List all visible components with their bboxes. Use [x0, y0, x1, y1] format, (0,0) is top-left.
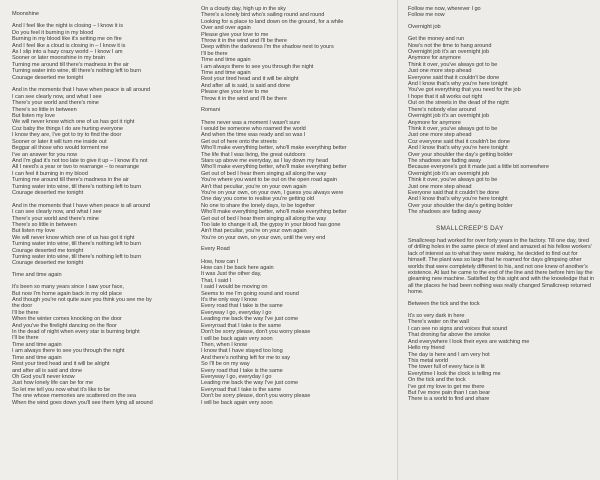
- lyric-line: Who'll make everything better, who'll make everything better: [201, 209, 347, 216]
- lyric-line: You're where you want to be out on the open road again: [201, 177, 337, 184]
- lyric-line: Courage deserted me tonight: [12, 189, 84, 196]
- between-tick-block: [408, 301, 594, 403]
- lyric-line: Beggar all those who would torment me: [12, 145, 109, 152]
- lyric-line: As I slip into a hazy crazy world – I know I am: [12, 49, 123, 56]
- lyric-line: There's your world and there's mine: [12, 100, 99, 107]
- lyric-line: Follow me now: [408, 12, 445, 19]
- lyric-line: It was Just the other day,: [201, 271, 262, 278]
- lyric-line: I'll be there: [12, 309, 39, 316]
- lyric-line: Turning water into wine, till there's nothing left to burn: [12, 68, 142, 75]
- lyric-line: I will be back again very soon: [201, 399, 273, 406]
- right-page: [398, 0, 600, 480]
- lyric-line: No one to share the lonely days, to be together: [201, 202, 315, 209]
- lyric-line: Think it over, you've always got to be: [408, 125, 498, 132]
- lyric-line: Because everyone's got it made just a little bit somewhere: [408, 164, 549, 171]
- song-title: Overnight job: [408, 23, 441, 30]
- lyric-line: Everyway I go, everyday I go: [201, 309, 272, 316]
- lyric-line: Think it over, you've always got to be: [408, 177, 498, 184]
- lyric-line: Who'll make everything better, who'll make everything better: [201, 164, 347, 171]
- lyric-line: Oh God you'll never know: [12, 373, 75, 380]
- lyric-line: The life that I was living, the great outdoors: [201, 151, 306, 158]
- lyric-line: Seems to me I'm going round and round: [201, 290, 299, 297]
- lyric-line: Don't be sorry please, don't you worry please: [201, 393, 311, 400]
- lyric-line: Just one more step ahead: [408, 132, 472, 139]
- lyric-line: Everyone said that it couldn't be done: [408, 189, 500, 196]
- lyric-line: Who'll make everything better, who'll make everything better: [201, 145, 347, 152]
- lyric-line: The tower full of every face is lit: [408, 364, 485, 371]
- lyric-line: I will be back again very soon: [201, 335, 273, 342]
- lyric-line: That droning far above the smoke: [408, 332, 491, 339]
- lyric-line: I can see no signs and voices that sound: [408, 325, 508, 332]
- lyric-line: Leading me back the way I've just come: [201, 316, 299, 323]
- lyric-line: Please give your love to me: [201, 31, 269, 38]
- lyric-line: But listen my love: [12, 113, 55, 120]
- lyrics-column-1: [12, 6, 204, 406]
- lyric-line: Now's not the time to hang around: [408, 42, 492, 49]
- lyric-line: Everyway I go, everyday I go: [201, 373, 272, 380]
- lyric-line: All I need's a year or two to rearrange – to rearrange: [12, 164, 140, 171]
- lyric-line: Follow me now, wherever I go: [408, 6, 481, 12]
- lyric-line: Please give your love to me: [201, 89, 269, 96]
- lyric-line: Everyone said that it couldn't be done: [408, 74, 500, 81]
- lyric-line: Every road that I take is the same: [201, 367, 283, 374]
- lyric-line: That, I said I: [201, 277, 232, 284]
- lyric-line: Turning me around till there's madness in the air: [12, 177, 129, 184]
- lyric-line: The day is here and I am very hot: [408, 351, 490, 358]
- lyric-line: Everyroad that I take is the same: [201, 386, 282, 393]
- lyric-line: Overnight job it's an overnight job: [408, 170, 490, 177]
- lyric-line: When the winter comes knocking on the door: [12, 316, 122, 323]
- lyric-line: Throw it in the wind and I'll be there: [201, 95, 287, 102]
- lyric-line: Turning me around till there's madness in the air: [12, 61, 129, 68]
- lyric-line: And you've the firelight dancing on the floor: [12, 322, 117, 329]
- lyric-line: Rest your tired head and it will be alright: [12, 361, 110, 368]
- lyric-line: Everytime I look the clock is telling me: [408, 370, 501, 377]
- lyric-line: There is a world to find and share: [408, 396, 490, 403]
- lyric-line: Overnight job it's an overnight job: [408, 49, 490, 56]
- lyric-line: Get out of bed I hear them singing all along the way: [201, 215, 327, 222]
- lyric-line: Time and time again: [12, 354, 62, 361]
- lyric-line: I can feel it burning in my blood: [12, 170, 88, 177]
- lyric-line: We will never know which one of us has got it right: [12, 119, 135, 126]
- lyric-line: The shadows are fading away: [408, 209, 481, 216]
- lyric-line: Don't be sorry please, don't you worry please: [201, 329, 311, 336]
- overnight-job-block: [408, 6, 594, 216]
- lyric-line: You're on your own, on your own, until the very end: [201, 234, 326, 241]
- lyric-line: I can see clearly now, and what I see: [12, 209, 102, 216]
- song-every-road: [201, 246, 391, 406]
- lyric-line: I would be someone who roamed the world: [201, 125, 306, 132]
- lyric-line: There's water on the wall: [408, 319, 469, 326]
- lyric-line: You're on your own, on your own, I guess you always were: [201, 189, 344, 196]
- lyric-line: Turning water into wine, till there's nothing left to burn: [12, 241, 142, 248]
- lyric-line: Time and time again: [12, 341, 62, 348]
- lyric-line: And I feel like a cloud is closing in – I know it is: [12, 42, 126, 49]
- lyric-line: Deep within the darkness I'm the shadow next to yours: [201, 44, 334, 51]
- lyric-line: And I know that's why you're here tonight: [408, 196, 508, 203]
- lyric-line: Anymore for anymore: [408, 55, 461, 62]
- lyric-line: Too late to change it all, the gypsy in your blood has gone: [201, 222, 341, 228]
- song-overnight-job: [408, 24, 594, 216]
- lyric-line: Do you feel it burning in my blood: [12, 29, 94, 36]
- lyric-line: Looking for a place to land down on the ground, for a while: [201, 18, 344, 25]
- lyric-line: In the dead of night when every star is burning bright: [12, 329, 140, 336]
- lyric-line: How, how can I: [201, 258, 239, 265]
- smallcreep-title: SMALLCREEP'S DAY: [436, 224, 504, 232]
- lyric-line: So I'll be on my way: [201, 361, 250, 368]
- lyric-line: There's a lonely bird who's sailing round and round: [201, 12, 325, 19]
- lyric-line: On the tick and the tock: [408, 377, 466, 384]
- lyric-line: Courage deserted me tonight: [12, 74, 84, 81]
- lyric-line: This metal world: [408, 357, 448, 364]
- lyric-line: the door: [12, 303, 33, 310]
- lyric-line: Throw it in the wind and I'll be there: [201, 38, 287, 45]
- song-time-and-time-again: [12, 272, 204, 406]
- lyric-line: It's so very dark in here: [408, 313, 465, 320]
- lyric-line: There's nobody else around: [408, 106, 476, 113]
- lyric-line: Turning water into wine, till there's nothing left to burn: [12, 254, 142, 260]
- lyric-line: Time and time again: [201, 70, 251, 77]
- song-continued: [201, 6, 391, 102]
- lyric-line: There's so little in between: [12, 106, 77, 113]
- lyric-line: But now I'm home again back in my old place: [12, 290, 122, 297]
- lyric-line: Everyroad that I take is the same: [201, 322, 282, 329]
- song-title: Between the tick and the tock: [408, 300, 480, 307]
- song-title: Romani: [201, 107, 220, 114]
- lyric-line: Sooner or later it will turn me inside out: [12, 138, 107, 145]
- lyric-line: and after all is said and done: [12, 367, 83, 374]
- lyric-line: And though you're not quite sure you think you see me by: [12, 297, 152, 304]
- lyric-line: Stars up above me everyday, as I lay down my head: [201, 157, 329, 164]
- lyric-line: Coz everyone said that it couldn't be done: [408, 138, 510, 145]
- lyric-line: Hello my friend: [408, 345, 445, 352]
- lyric-line: Anymore for anymore: [408, 119, 461, 126]
- song-romani: [201, 107, 391, 241]
- lyric-line: So let me tell you now what it's like to be: [12, 386, 111, 393]
- lyric-line: Time and time again: [201, 57, 251, 64]
- lyric-line: There's so little in between: [12, 221, 77, 228]
- lyric-line: There never was a moment I wasn't sure: [201, 119, 300, 126]
- lyric-line: Rest your tired head and it will be alright: [201, 76, 299, 83]
- lyric-line: It's the only way I know: [201, 297, 258, 304]
- lyric-line: Over and over again: [201, 25, 251, 32]
- lyric-line: Get the money and run: [408, 36, 465, 43]
- lyric-line: The one whose memories are scattered on the sea: [12, 393, 136, 400]
- lyric-line: Turning water into wine, till there's nothing left to burn: [12, 183, 142, 190]
- lyric-line: You've got everything that you need for the job: [408, 87, 521, 94]
- lyric-line: We will never know which one of us has got it right: [12, 234, 135, 241]
- lyric-line: I know that I have stayed too long: [201, 348, 283, 355]
- lyric-line: Burning in my blood like it's setting me on fire: [12, 36, 122, 43]
- lyric-line: Sooner or later moonshine in my brain: [12, 55, 105, 62]
- lyric-line: And after all is said, is said and done: [201, 82, 291, 89]
- lyric-line: There's your world and there's mine: [12, 215, 99, 222]
- lyric-line: I can see clearly now, and what I see: [12, 93, 102, 100]
- lyric-line: Ain't that peculiar, you're on your own again: [201, 228, 307, 235]
- lyric-line: I am always there to see you through the night: [12, 348, 125, 355]
- lyric-line: The shadows are fading away: [408, 157, 481, 164]
- song-title: Time and time again: [12, 271, 62, 278]
- lyric-line: It's been so many years since I saw your face,: [12, 284, 124, 291]
- lyric-line: Coz baby the things I do are hurting everyone: [12, 125, 123, 132]
- lyric-line: And in the moments that I have when peace is all around: [12, 202, 151, 209]
- lyric-line: Think it over, you've always got to be: [408, 61, 498, 68]
- lyric-line: I know they are, I've got to try to find the door: [12, 132, 122, 139]
- lyric-line: And when the time was ready and so was I: [201, 132, 306, 139]
- lyric-line: I've an answer for you now: [12, 151, 78, 158]
- lyrics-column-3: [408, 6, 594, 403]
- lyric-line: When the wind goes down you'll see them lying all around: [12, 399, 153, 406]
- lyric-line: How can I be back here again: [201, 265, 274, 272]
- lyric-line: And everywhere I look their eyes are watching me: [408, 338, 530, 345]
- song-title: Moonshine: [12, 11, 39, 17]
- lyrics-column-2: [201, 6, 391, 406]
- lyric-line: I hope that it all works out right: [408, 93, 483, 100]
- lyric-line: I'll be there: [12, 335, 39, 342]
- lyric-line: Over your shoulder the day's getting bolder: [408, 202, 513, 209]
- lyric-line: And I know that's why you're here tonight: [408, 81, 508, 88]
- lyric-line: And I know that's why you're here tonight: [408, 145, 508, 152]
- smallcreep-paragraph: Smallcreep had worked for over forty years in the factory. Till one day, tired of drilling holes in the same piece of steel and amazed at his fellow workers' lack of interest as to what they were making, he decided to find out for himself. The plant was so large that he roamed for days glimpsing other worlds that were completely different to his, and not one knew of another's existence. At last he came to the end of the line and there before him lay the gleaming new machine. Satisfied by this sight and with the knowledge that in all the places he had been nothing was really changed Smallcreep returned home.: [408, 238, 594, 296]
- song-continued: [408, 6, 594, 19]
- lyric-line: Just how lonely life can be for me: [12, 380, 94, 387]
- lyric-line: Courage deserted me tonight: [12, 247, 84, 254]
- lyric-line: But listen my love: [12, 228, 55, 235]
- lyric-line: Then, when I know: [201, 341, 248, 348]
- lyric-line: One day you come to realise you're getting old: [201, 196, 314, 203]
- lyric-line: I'll be there: [201, 50, 228, 57]
- lyric-line: Overnight job it's an overnight job: [408, 113, 490, 120]
- lyric-line: But I've more pain than I can bear: [408, 389, 491, 396]
- lyric-line: Every road that I take is the same: [201, 303, 283, 310]
- lyric-line: I am always there to see you through the night: [201, 63, 314, 70]
- lyric-line: I've got my love to get me there: [408, 383, 485, 390]
- lyric-line: Out on the streets in the dead of the night: [408, 100, 509, 107]
- lyric-line: And there's nothing left for me to say: [201, 354, 291, 361]
- lyric-line: And I'm glad it's not too late to give it up – I know it's not: [12, 157, 148, 164]
- song-moonshine: [12, 11, 204, 267]
- lyric-line: Leading me back the way I've just come: [201, 380, 299, 387]
- lyric-line: I said I would be moving on: [201, 284, 268, 291]
- lyric-line: Just one more step ahead: [408, 68, 472, 75]
- lyric-line: And in the moments that I have when peace is all around: [12, 87, 151, 94]
- lyric-line: Over your shoulder the day's getting bolder: [408, 151, 513, 158]
- lyric-line: Courage deserted me tonight: [12, 260, 84, 267]
- lyric-line: Just one more step ahead: [408, 183, 472, 190]
- lyric-line: Ain't that peculiar, you're on your own again: [201, 183, 307, 190]
- song-between-the-tick-and-the-tock: [408, 301, 594, 403]
- lyric-line: Get out of bed I hear them singing all along the way: [201, 170, 327, 177]
- song-title: Every Road: [201, 246, 230, 253]
- lyric-line: Get out of here onto the streets: [201, 138, 277, 145]
- lyric-line: On a cloudy day, high up in the sky: [201, 6, 286, 12]
- lyric-line: And I feel like the night is closing – I know it is: [12, 23, 123, 30]
